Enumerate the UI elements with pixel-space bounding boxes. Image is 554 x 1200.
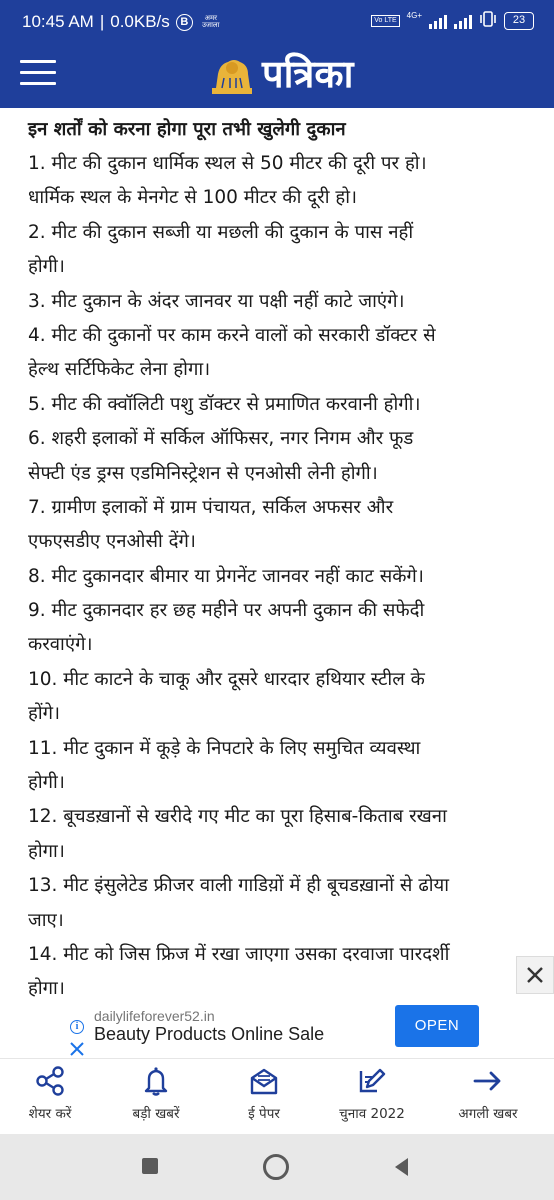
- article-line: 14. मीट को जिस फ्रिज में रखा जाएगा उसका दरवाजा पारदर्शी: [28, 943, 450, 965]
- b-notification-icon: B: [176, 14, 193, 31]
- article-line: 1. मीट की दुकान धार्मिक स्थल से 50 मीटर की दूरी पर हो।: [28, 153, 427, 174]
- article-line: 9. मीट दुकानदार हर छह महीने पर अपनी दुकान की सफेदी: [28, 600, 425, 622]
- ad-info-icon[interactable]: i: [70, 1020, 84, 1034]
- nav-election[interactable]: [322, 1059, 422, 1135]
- nav-epaper[interactable]: [214, 1059, 314, 1135]
- patrika-logo[interactable]: [208, 52, 353, 96]
- article-line: सेफ्टी एंड ड्रग्स एडमिनिस्ट्रेशन से एनओसी लेनी होगी।: [28, 462, 378, 484]
- ad-close-button[interactable]: [516, 956, 554, 994]
- network-type: 4G+: [406, 10, 422, 20]
- epaper-icon: [248, 1065, 280, 1097]
- article-line: एफएसडीए एनओसी देंगे।: [28, 531, 196, 553]
- lion-emblem-icon: [208, 52, 256, 96]
- election-icon: [356, 1065, 388, 1097]
- article-line: धार्मिक स्थल के मेनगेट से 100 मीटर की दूरी हो।: [28, 187, 357, 209]
- signal-icon: [429, 13, 447, 29]
- article-line: 2. मीट की दुकान सब्जी या मछली की दुकान के पास नहीं: [28, 221, 414, 243]
- article-line: होगी।: [28, 256, 65, 278]
- article-line: होगा।: [28, 840, 65, 862]
- ad-headline[interactable]: Beauty Products Online Sale: [94, 1024, 325, 1044]
- article-heading: इन शर्तों को करना होगा पूरा तभी खुलेगी दुकान: [28, 119, 346, 140]
- vibrate-icon: [479, 11, 497, 31]
- status-separator: |: [99, 12, 105, 31]
- arrow-right-icon: [472, 1065, 504, 1097]
- article-line: 10. मीट काटने के चाकू और दूसरे धारदार हथियार स्टील के: [28, 668, 425, 690]
- article-line: होगा।: [28, 978, 65, 1000]
- status-time: 10:45 AM: [22, 12, 94, 31]
- app-header: [0, 44, 554, 108]
- recent-apps-icon[interactable]: [142, 1158, 158, 1174]
- article-line: 3. मीट दुकान के अंदर जानवर या पक्षी नहीं काटे जाएंगे।: [28, 290, 405, 312]
- nav-epaper-label: ई पेपर: [248, 1106, 280, 1122]
- status-speed: 0.0KB/s: [110, 12, 170, 31]
- nav-share[interactable]: [0, 1059, 100, 1135]
- close-icon: [525, 965, 545, 985]
- hamburger-menu-icon[interactable]: [20, 58, 56, 88]
- nav-next-story-label: अगली खबर: [458, 1106, 518, 1122]
- article-line: हेल्थ सर्टिफिकेट लेना होगा।: [28, 359, 211, 381]
- article-line: 8. मीट दुकानदार बीमार या प्रेगनेंट जानवर नहीं काट सकेंगे।: [28, 565, 424, 587]
- home-icon[interactable]: [263, 1154, 289, 1180]
- nav-share-label: शेयर करें: [28, 1106, 72, 1122]
- article-body: [28, 113, 538, 1007]
- article-line: होंगे।: [28, 703, 61, 725]
- status-left: [22, 12, 223, 32]
- ad-dismiss-icon[interactable]: [68, 1040, 86, 1058]
- status-bar: [0, 0, 554, 44]
- status-right: [371, 11, 534, 31]
- article-line: 12. बूचडख़ानों से खरीदे गए मीट का पूरा हिसाब-किताब रखना: [28, 806, 447, 828]
- article-lines: [28, 147, 538, 1007]
- ad-domain: dailylifeforever52.in: [94, 1008, 215, 1024]
- article-line: 4. मीट की दुकानों पर काम करने वालों को सरकारी डॉक्टर से: [28, 324, 436, 346]
- nav-election-label: चुनाव 2022: [339, 1106, 405, 1122]
- share-icon: [34, 1065, 66, 1097]
- article-line: 11. मीट दुकान में कूड़े के निपटारे के लिए समुचित व्यवस्था: [28, 737, 421, 759]
- ad-open-button[interactable]: OPEN: [395, 1005, 479, 1047]
- logo-text: पत्रिका: [262, 52, 354, 96]
- article-line: 7. ग्रामीण इलाकों में ग्राम पंचायत, सर्किल अफसर और: [28, 496, 394, 518]
- article-line: 5. मीट की क्वॉलिटी पशु डॉक्टर से प्रमाणित करवानी होगी।: [28, 393, 421, 415]
- back-icon[interactable]: [395, 1158, 408, 1176]
- nav-next-story[interactable]: [438, 1059, 538, 1135]
- bell-icon: [140, 1065, 172, 1097]
- amar-ujala-notification-icon: अमर उजाला: [202, 15, 220, 29]
- article-line: 6. शहरी इलाकों में सर्किल ऑफिसर, नगर निगम और फूड: [28, 428, 414, 450]
- article-line: 13. मीट इंसुलेटेड फ्रीजर वाली गाडिय़ों में ही बूचडख़ानों से ढोया: [28, 875, 450, 897]
- signal-icon-2: [454, 13, 472, 29]
- volte-icon: Vo LTE: [371, 15, 399, 27]
- article-line: होगी।: [28, 772, 65, 794]
- article-line: जाए।: [28, 909, 64, 931]
- bottom-nav: [0, 1058, 554, 1134]
- nav-top-news[interactable]: [106, 1059, 206, 1135]
- nav-top-news-label: बड़ी खबरें: [132, 1106, 180, 1122]
- battery-icon: 23: [504, 12, 534, 30]
- article-line: करवाएंगे।: [28, 634, 93, 656]
